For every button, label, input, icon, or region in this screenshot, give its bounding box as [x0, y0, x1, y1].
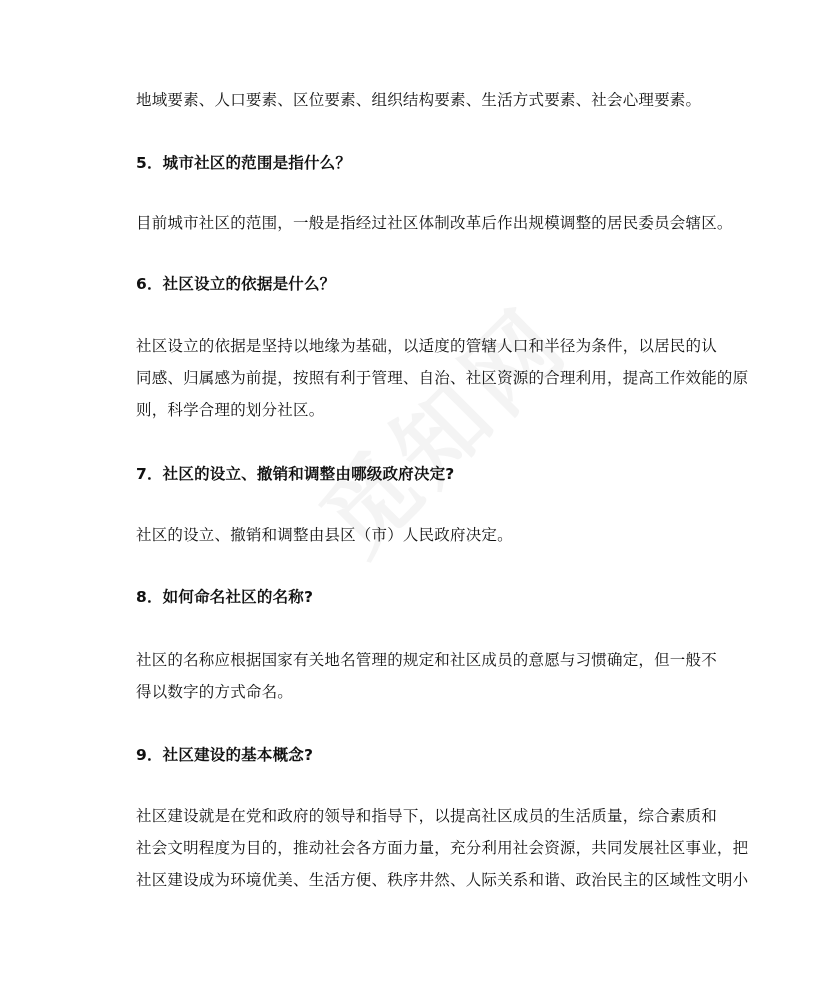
paragraph-line: 同感、归属感为前提，按照有利于管理、自治、社区资源的合理利用，提高工作效能的原 — [136, 369, 749, 387]
paragraph-line: 社区建设就是在党和政府的领导和指导下，以提高社区成员的生活质量，综合素质和 — [136, 807, 717, 825]
question-heading-8: 8．如何命名社区的名称? — [136, 588, 314, 606]
paragraph-line: 则，科学合理的划分社区。 — [136, 401, 325, 419]
question-heading-5: 5．城市社区的范围是指什么？ — [136, 154, 352, 172]
question-heading-9: 9．社区建设的基本概念? — [136, 746, 314, 764]
question-heading-7: 7．社区的设立、撤销和调整由哪级政府决定? — [136, 465, 455, 483]
paragraph-line: 社会文明程度为目的，推动社会各方面力量，充分利用社会资源，共同发展社区事业，把 — [136, 839, 749, 857]
paragraph-line: 社区设立的依据是坚持以地缘为基础，以适度的管辖人口和半径为条件，以居民的认 — [136, 337, 717, 355]
paragraph-line: 地域要素、人口要素、区位要素、组织结构要素、生活方式要素、社会心理要素。 — [136, 91, 702, 109]
paragraph-line: 社区的名称应根据国家有关地名管理的规定和社区成员的意愿与习惯确定，但一般不 — [136, 651, 717, 669]
paragraph-line: 社区的设立、撤销和调整由县区（市）人民政府决定。 — [136, 526, 513, 544]
question-heading-6: 6．社区设立的依据是什么？ — [136, 275, 336, 293]
paragraph-line: 社区建设成为环境优美、生活方便、秩序井然、人际关系和谐、政治民主的区域性文明小 — [136, 871, 749, 889]
paragraph-line: 得以数字的方式命名。 — [136, 683, 294, 701]
paragraph-line: 目前城市社区的范围，一般是指经过社区体制改革后作出规模调整的居民委员会辖区。 — [136, 214, 733, 232]
